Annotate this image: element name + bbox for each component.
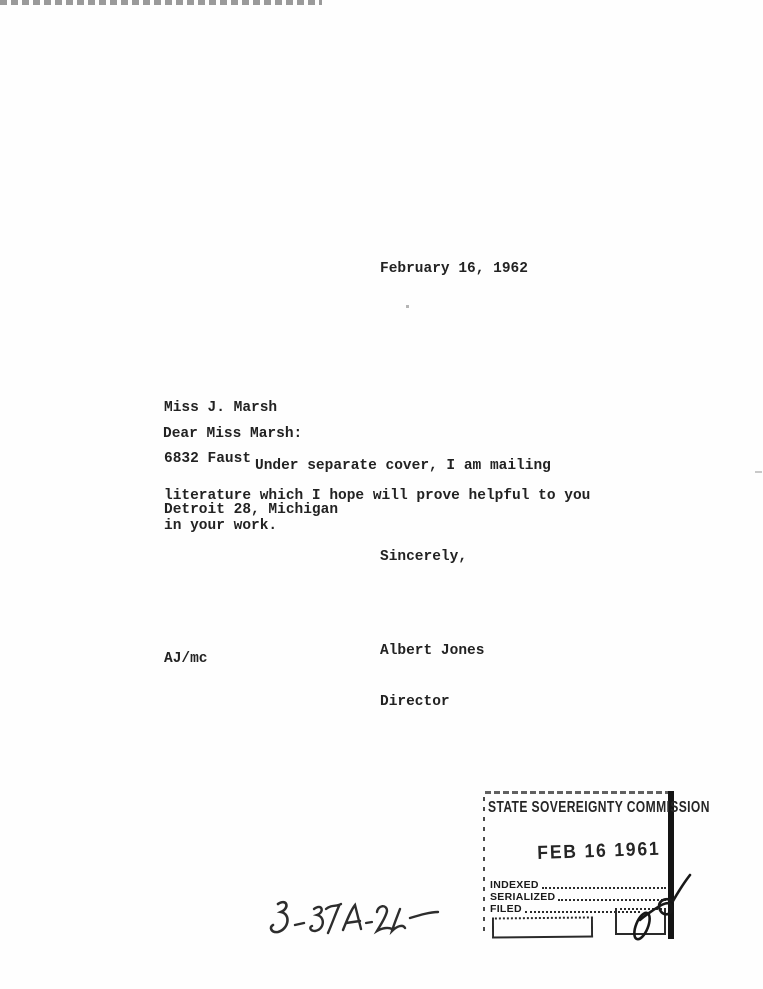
closing: Sincerely,	[380, 549, 468, 565]
scan-speck	[406, 305, 409, 308]
stamp-border-top	[485, 791, 671, 794]
stamp-box-left	[492, 916, 593, 938]
typist-initials: AJ/mc	[164, 651, 208, 667]
recipient-name: Miss J. Marsh	[164, 400, 278, 416]
recipient-city: Detroit 28, Michigan	[164, 502, 339, 518]
body-line-2: literature which I hope will prove helpful to you	[164, 488, 591, 504]
perforation-dashes	[0, 0, 322, 5]
letter-date: February 16, 1962	[380, 261, 528, 277]
salutation: Dear Miss Marsh:	[163, 426, 303, 442]
recipient-street: 6832 Faust	[164, 451, 252, 467]
handwritten-document-number	[258, 895, 443, 943]
stamp-border-left	[483, 797, 485, 937]
signature-name: Albert Jones	[380, 643, 485, 659]
scan-edge-mark	[755, 471, 762, 473]
stamp-title: STATE SOVEREIGNTY COMMISSION	[488, 799, 710, 816]
stamp-received-date: FEB 16 1961	[537, 838, 661, 864]
body-line-3: in your work.	[164, 518, 278, 534]
body-line-1: Under separate cover, I am mailing	[255, 458, 551, 474]
sovereignty-commission-stamp	[483, 791, 710, 939]
stamp-field-filed-label: FILED	[490, 903, 522, 915]
signature-block	[380, 609, 484, 745]
stamp-field-serialized-label: SERIALIZED	[490, 891, 556, 903]
stamp-field-indexed-label: INDEXED	[490, 879, 539, 891]
handwritten-check-flourish	[623, 861, 703, 946]
signature-title: Director	[380, 694, 450, 710]
